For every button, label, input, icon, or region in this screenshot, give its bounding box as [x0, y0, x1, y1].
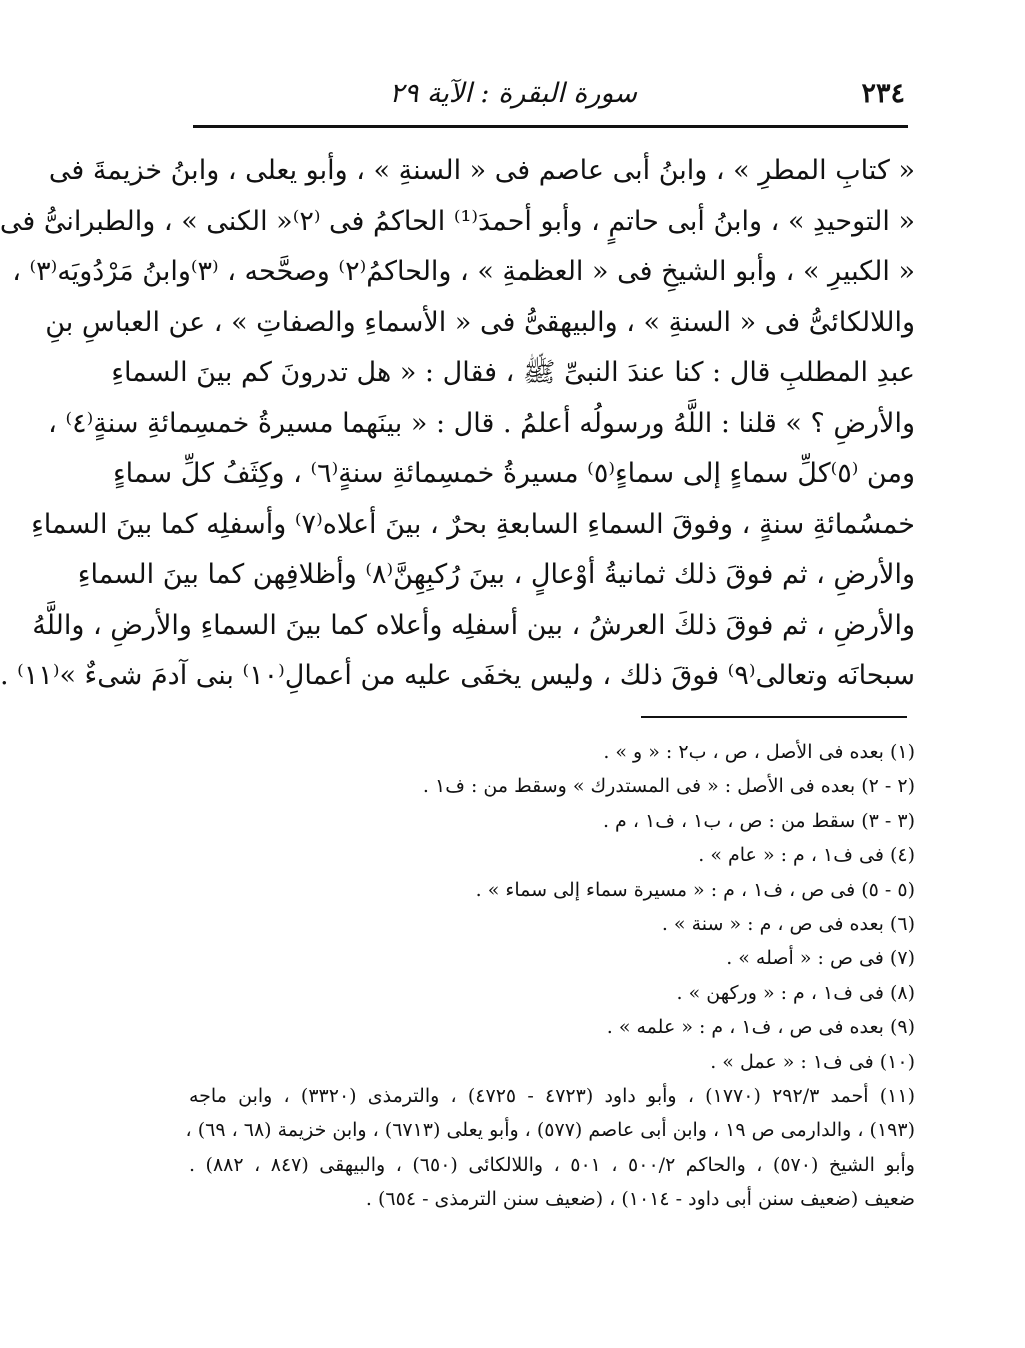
page-header: [193, 72, 905, 120]
footnote: (١) بعده فى الأصل ، ص ، ب٢ : « و » .: [603, 741, 915, 763]
text-line: واللالكائىُّ فى « السنةِ » ، والبيهقىُّ فى « الأسماءِ والصفاتِ » ، عن العباسِ بنِ: [45, 306, 915, 338]
text-line: سبحانَه وتعالى⁽٩⁾ فوقَ ذلك ، وليس يخفَى عليه من أعمالِ⁽١٠⁾ بنى آدمَ شىءٌ »⁽١١⁾ .: [0, 660, 915, 691]
text-line: عبدِ المطلبِ قال : كنا عندَ النبىِّ ﷺ ، فقال : « هل تدرونَ كم بينَ السماءِ: [111, 357, 915, 388]
footnote: (٩) بعده فى ص ، ف١ ، م : « علمه » .: [606, 1016, 915, 1039]
text-line: « الكبيرِ » ، وأبو الشيخِ فى « العظمةِ » ، والحاكمُ⁽٢⁾ وصحَّحه ، ⁽٣⁾وابنُ مَرْدُويَه⁽٣⁾ ،: [12, 256, 915, 287]
footnotes: [185, 735, 915, 1217]
main-text: [0, 146, 915, 702]
footnote: (١٠) فى ف١ : « عمل » .: [710, 1050, 915, 1073]
footnote: (٦) بعده فى ص ، م : « سنة » .: [661, 913, 915, 936]
text-line: والأرضِ ، ثم فوقَ ذلكَ العرشُ ، بين أسفلِه وأعلاه كما بينَ السماءِ والأرضِ ، واللَّهُ: [32, 609, 915, 641]
text-line: والأرضِ ، ثم فوقَ ذلك ثمانيةُ أوْعالٍ ، بينَ رُكبِهِنَّ⁽٨⁾ وأظلافِهن كما بينَ السماءِ: [77, 559, 915, 590]
text-line: والأرضِ ؟ » قلنا : اللَّهُ ورسولُه أعلمُ . قال : « بينَهما مسيرةُ خمسِمائةِ سنةٍ⁽٤⁾ ،: [48, 407, 915, 439]
text-line: خمسُمائةِ سنةٍ ، وفوقَ السماءِ السابعةِ بحرٌ ، بينَ أعلاه⁽٧⁾ وأسفلِه كما بينَ السماءِ: [31, 508, 915, 540]
footnote: (١٩٣) ، والدارمى ص ١٩ ، وابن أبى عاصم (٥٧٧) ، وأبو يعلى (٦٧١٣) ، وابن خزيمة (٦٨ ، ٦٩) ،: [185, 1119, 915, 1142]
footnote: (١١) أحمد ٢٩٢/٣ (١٧٧٠) ، وأبو داود (٤٧٢٣ - ٤٧٢٥) ، والترمذى (٣٣٢٠) ، وابن ماجه: [189, 1085, 915, 1108]
header-rule: [193, 125, 908, 128]
text-line: « التوحيدِ » ، وابنُ أبى حاتمٍ ، وأبو أحمدَ⁽¹⁾ الحاكمُ فى ⁽٢⁾« الكنى » ، والطبرانىُّ فى: [0, 205, 915, 237]
footnote: (٨) فى ف١ ، م : « وركهن » .: [676, 981, 915, 1004]
footnote: (٢ - ٢) بعده فى الأصل : « فى المستدرك » وسقط من : ف١ .: [422, 775, 915, 798]
footnote-separator: [641, 716, 907, 718]
footnote: (٤) فى ف١ ، م : « عام » .: [698, 844, 915, 867]
footnote: (٧) فى ص : « أصله » .: [726, 947, 915, 970]
footnote: (٥ - ٥) فى ص ، ف١ ، م : « مسيرة سماء إلى سماء » .: [475, 878, 915, 901]
page-number: ٢٣٤: [861, 78, 905, 109]
text-line: « كتابِ المطرِ » ، وابنُ أبى عاصم فى « السنةِ » ، وأبو يعلى ، وابنُ خزيمةَ فى: [48, 155, 915, 186]
footnote: وأبو الشيخ (٥٧٠) ، والحاكم ٥٠٠/٢ ، ٥٠١ ، واللالكائى (٦٥٠) ، والبيهقى (٨٤٧ ، ٨٨٢) .: [189, 1153, 915, 1176]
text-line: ومن ⁽٥⁾كلِّ سماءٍ إلى سماءٍ⁽٥⁾ مسيرةُ خمسِمائةِ سنةٍ⁽٦⁾ ، وكِثَفُ كلِّ سماءٍ: [112, 458, 915, 489]
running-title: سورة البقرة : الآية ٢٩: [389, 78, 637, 109]
footnote: ضعيف (ضعيف سنن أبى داود - ١٠١٤) ، (ضعيف سنن الترمذى - ٦٥٤) .: [365, 1188, 915, 1211]
footnote: (٣ - ٣) سقط من : ص ، ب١ ، ف١ ، م .: [602, 809, 915, 832]
